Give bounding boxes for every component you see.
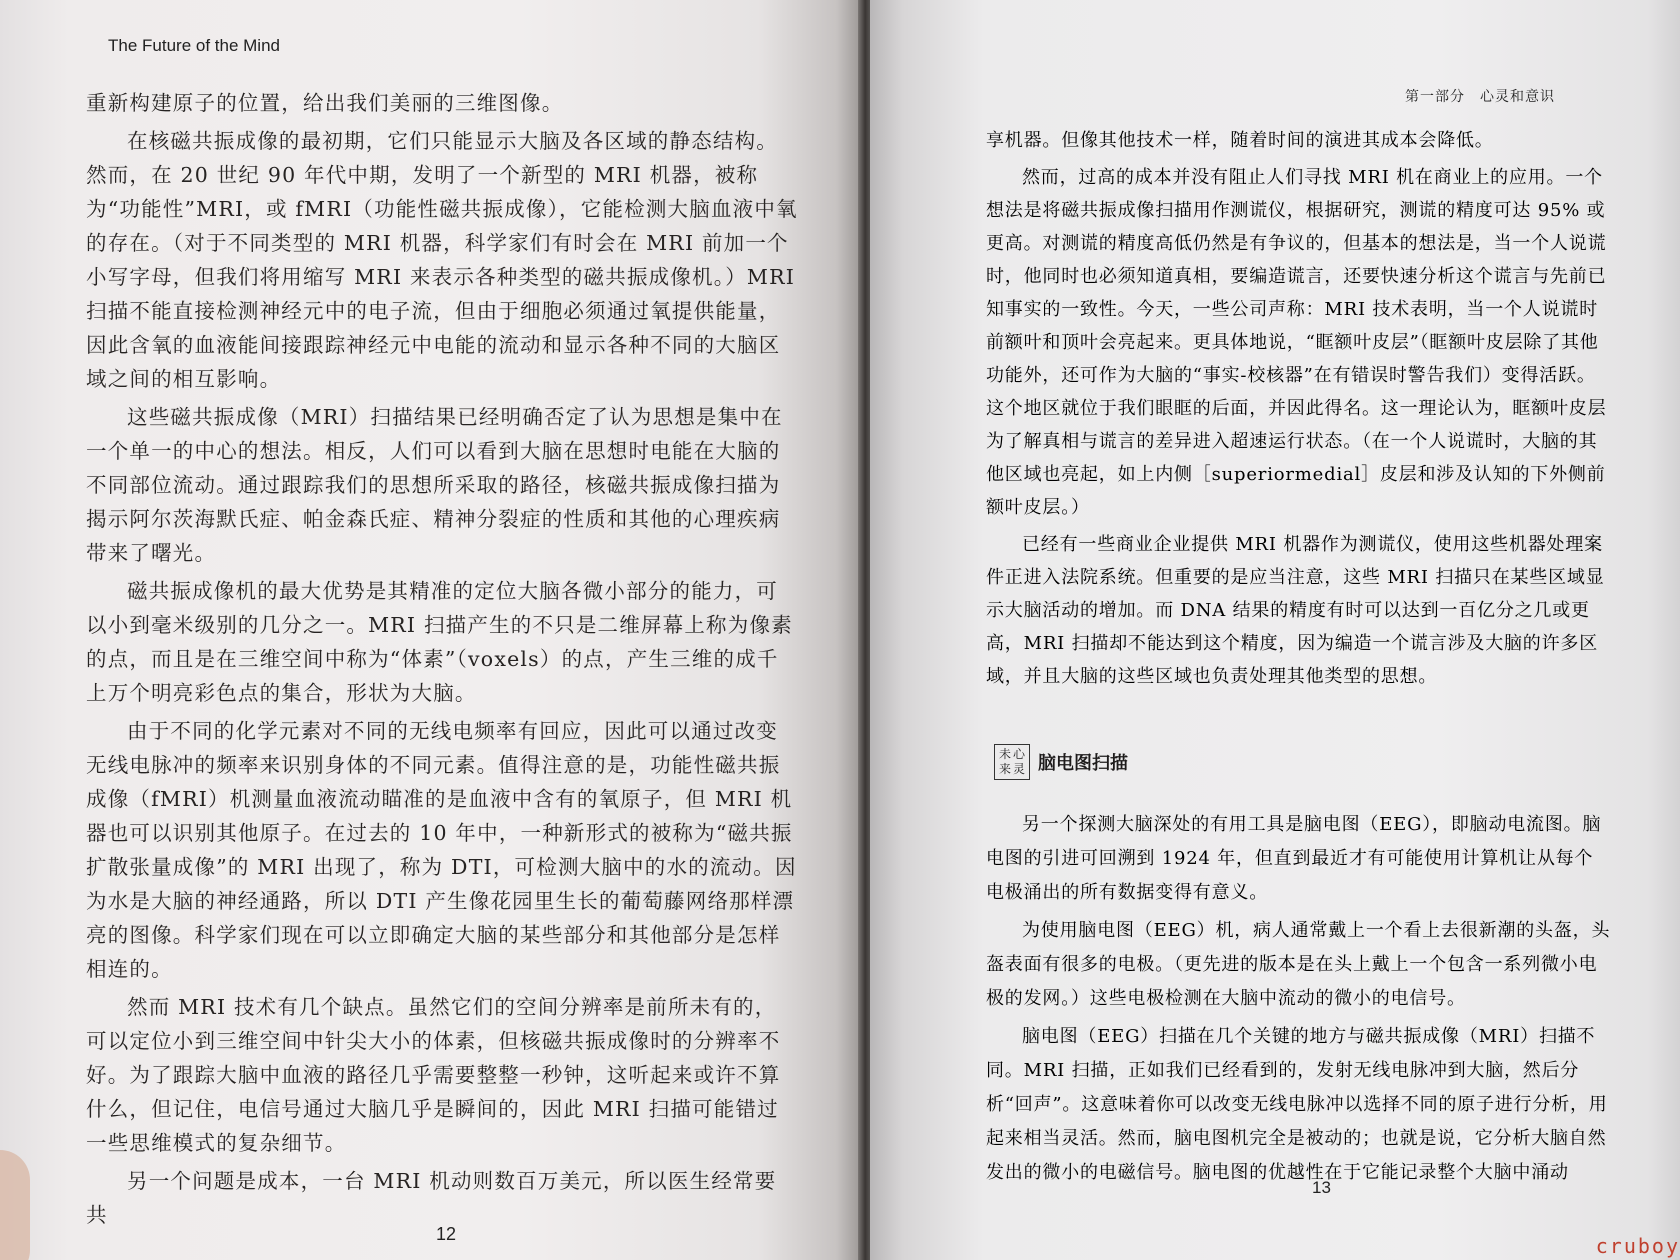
paragraph: 已经有一些商业企业提供 MRI 机器作为测谎仪，使用这些机器处理案件正进入法院系统。但重要的是应当注意，这些 MRI 扫描只在某些区域显示大脑活动的增加。而 DNA 结果的精度有时可以达到一百亿分之几或更高，MRI 扫描却不能达到这个精度，因为编造一个谎言涉及大脑的许多区域，并且大脑的这些区域也负责处理其他类型的思想。 (986, 534, 1605, 687)
thumb-shadow (0, 1150, 30, 1260)
logo-char: 来 (998, 762, 1011, 776)
page-number-right: 13 (1312, 1178, 1331, 1197)
paragraph: 另一个探测大脑深处的有用工具是脑电图（EEG），即脑动电流图。脑电图的引进可回溯到 1924 年，但直到最近才有可能使用计算机让从每个电极涌出的所有数据变得有意义。 (986, 814, 1602, 903)
paragraph: 在核磁共振成像的最初期，它们只能显示大脑及各区域的静态结构。然而，在 20 世纪 90 年代中期，发明了一个新型的 MRI 机器，被称为“功能性”MRI，或 fMRI（功能性磁共振成像），它能检测大脑血液中氧的存在。（对于不同类型的 MRI 机器，科学家们有时会在 MRI 前加一个小写字母，但我们将用缩写 MRI 来表示各种类型的磁共振成像机。）MRI 扫描不能直接检测神经元中的电子流，但由于细胞必须通过氧提供能量，因此含氧的血液能间接跟踪神经元中电能的流动和显示各种不同的大脑区域之间的相互影响。 (86, 129, 798, 391)
paragraph: 为使用脑电图（EEG）机，病人通常戴上一个看上去很新潮的头盔，头盔表面有很多的电极。（更先进的版本是在头上戴上一个包含一系列微小电极的发网。）这些电极检测在大脑中流动的微小的电信号。 (986, 920, 1611, 1009)
section-title: 脑电图扫描 (1038, 753, 1128, 774)
paragraph: 享机器。但像其他技术一样，随着时间的演进其成本会降低。 (986, 130, 1494, 151)
section-heading (994, 744, 1128, 780)
paragraph: 由于不同的化学元素对不同的无线电频率有回应，因此可以通过改变无线电脉冲的频率来识别身体的不同元素。值得注意的是，功能性磁共振成像（fMRI）机测量血液流动瞄准的是血液中含有的氧原子，但 MRI 机器也可以识别其他原子。在过去的 10 年中，一种新形式的被称为“磁共振扩散张量成像”的 MRI 出现了，称为 DTI，可检测大脑中的水的流动。因为水是大脑的神经通路，所以 DTI 产生像花园里生长的葡萄藤网络那样漂亮的图像。科学家们现在可以立即确定大脑的某些部分和其他部分是怎样相连的。 (86, 719, 797, 981)
page-number-left: 12 (436, 1224, 457, 1244)
paragraph: 然而，过高的成本并没有阻止人们寻找 MRI 机在商业上的应用。一个想法是将磁共振成像扫描用作测谎仪，根据研究，测谎的精度可达 95% 或更高。对测谎的精度高低仍然是有争议的，但基本的想法是，当一个人说谎时，他同时也必须知道真相，要编造谎言，还要快速分析这个谎言与先前已知事实的一致性。今天，一些公司声称：MRI 技术表明，当一个人说谎时前额叶和顶叶会亮起来。更具体地说，“眶额叶皮层”（眶额叶皮层除了其他功能外，还可作为大脑的“事实-校核器”在有错误时警告我们）变得活跃。这个地区就位于我们眼眶的后面，并因此得名。这一理论认为，眶额叶皮层为了解真相与谎言的差异进入超速运行状态。（在一个人说谎时，大脑的其他区域也亮起，如上内侧［superiormedial］皮层和涉及认知的下外侧前额叶皮层。） (986, 167, 1607, 518)
paragraph: 重新构建原子的位置，给出我们美丽的三维图像。 (86, 91, 564, 115)
running-head-left: The Future of the Mind (108, 36, 280, 55)
paragraph: 另一个问题是成本，一台 MRI 机动则数百万美元，所以医生经常要共 (86, 1169, 777, 1227)
paragraph: 然而 MRI 技术有几个缺点。虽然它们的空间分辨率是前所未有的，可以定位小到三维空间中针尖大小的体素，但核磁共振成像时的分辨率不好。为了跟踪大脑中血液的路径几乎需要整整一秒钟，这听起来或许不算什么，但记住，电信号通过大脑几乎是瞬间的，因此 MRI 扫描可能错过一些思维模式的复杂细节。 (86, 995, 781, 1155)
paragraph: 这些磁共振成像（MRI）扫描结果已经明确否定了认为思想是集中在一个单一的中心的想法。相反，人们可以看到大脑在思想时电能在大脑的不同部位流动。通过跟踪我们的思想所采取的路径，核磁共振成像扫描为揭示阿尔茨海默氏症、帕金森氏症、精神分裂症的性质和其他的心理疾病带来了曙光。 (86, 405, 783, 565)
paragraph: 脑电图（EEG）扫描在几个关键的地方与磁共振成像（MRI）扫描不同。MRI 扫描，正如我们已经看到的，发射无线电脉冲到大脑，然后分析“回声”。这意味着你可以改变无线电脉冲以选择不同的原子进行分析，用起来相当灵活。然而，脑电图机完全是被动的；也就是说，它分析大脑自然发出的微小的电磁信号。脑电图的优越性在于它能记录整个大脑中涌动 (986, 1026, 1608, 1183)
right-page-body-top (986, 124, 1612, 697)
logo-char: 灵 (1012, 762, 1025, 776)
logo-char: 心 (1012, 747, 1025, 761)
running-head-right: 第一部分 心灵和意识 (1405, 89, 1555, 105)
future-mind-logo-icon (994, 744, 1030, 780)
left-page-body (86, 86, 798, 1236)
logo-char: 未 (998, 747, 1011, 761)
watermark: cruboy (1595, 1234, 1680, 1258)
right-page-body-bottom (986, 808, 1612, 1194)
paragraph: 磁共振成像机的最大优势是其精准的定位大脑各微小部分的能力，可以小到毫米级别的几分之一。MRI 扫描产生的不只是二维屏幕上称为像素的点，而且是在三维空间中称为“体素”（voxels）的点，产生三维的成千上万个明亮彩色点的集合，形状为大脑。 (86, 579, 793, 705)
